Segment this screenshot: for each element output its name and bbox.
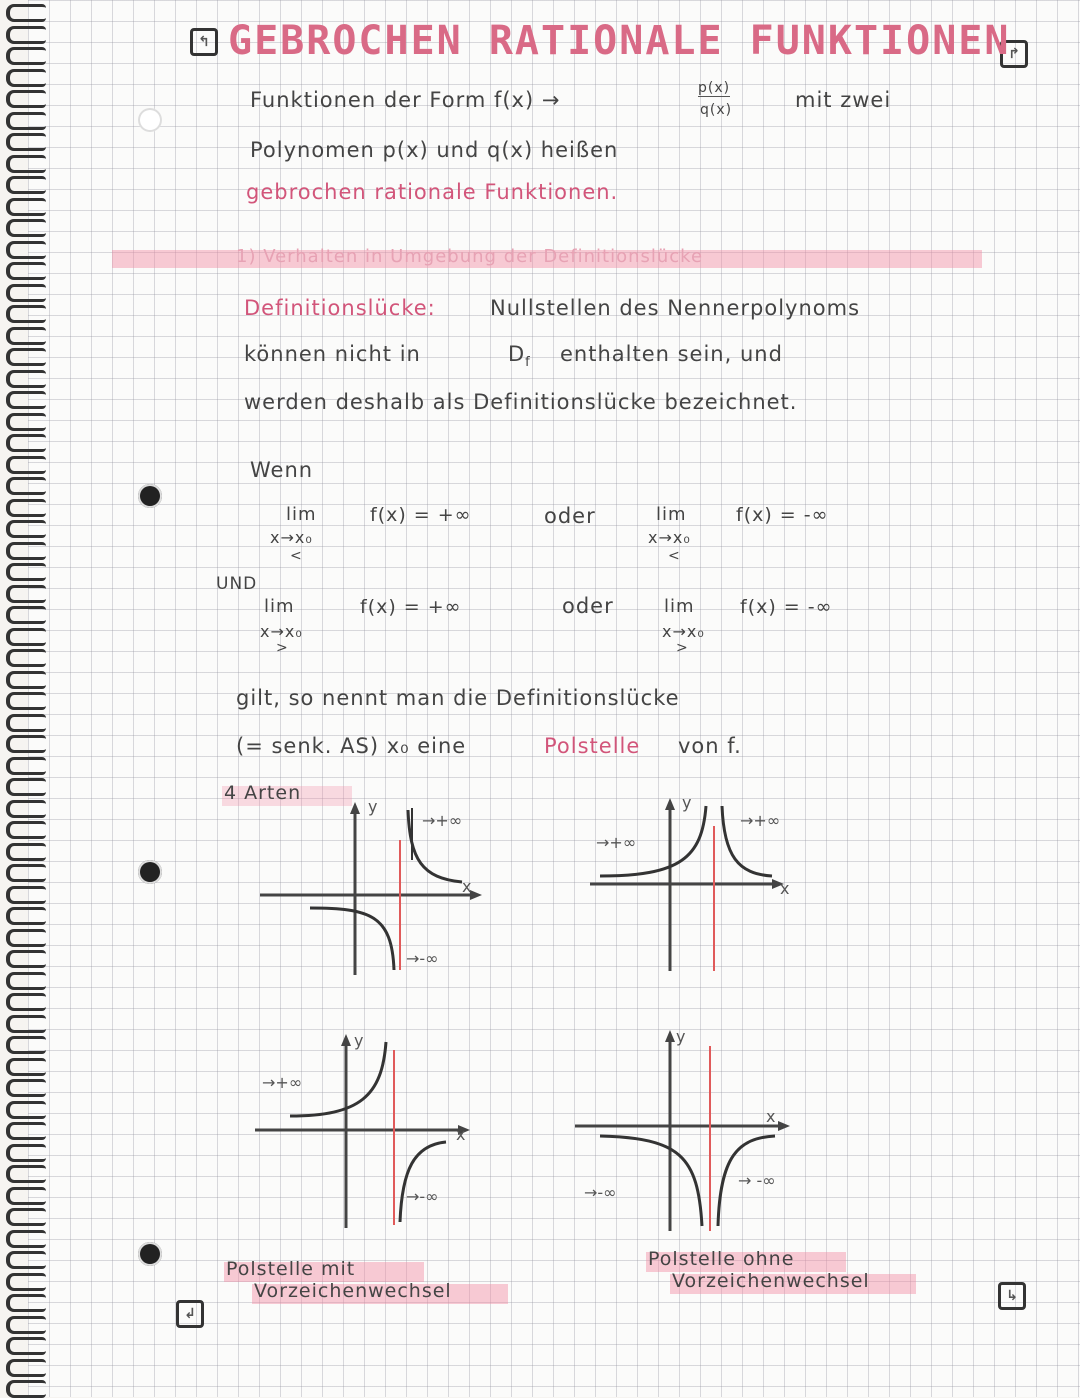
spiral-ring xyxy=(6,1273,46,1291)
und-label: UND xyxy=(216,574,258,594)
punch-hole xyxy=(138,1242,162,1266)
spiral-ring xyxy=(6,735,46,753)
spiral-ring xyxy=(6,800,46,818)
x-axis-arrow xyxy=(778,1121,790,1131)
spiral-ring xyxy=(6,133,46,151)
conclusion-line-1: gilt, so nennt man die Definitionslücke xyxy=(236,686,680,710)
lim-2-value: f(x) = -∞ xyxy=(736,504,829,526)
lim-2: lim xyxy=(656,504,687,525)
spiral-ring xyxy=(6,47,46,65)
label-plus-inf: →+∞ xyxy=(262,1073,303,1092)
spiral-ring xyxy=(6,563,46,581)
spiral-ring xyxy=(6,198,46,216)
domain-sub: f xyxy=(525,355,531,371)
curve-left xyxy=(310,908,394,970)
y-axis-arrow xyxy=(665,798,675,810)
label-right-inf: →+∞ xyxy=(740,811,781,830)
graph-3 xyxy=(250,1030,500,1230)
conclusion-line-2b: von f. xyxy=(678,734,742,758)
label-minus-inf: →-∞ xyxy=(406,1187,439,1206)
spiral-ring xyxy=(6,692,46,710)
caption-left-1: Polstelle mit xyxy=(226,1258,356,1280)
y-label: y xyxy=(676,1027,686,1046)
spiral-ring xyxy=(6,929,46,947)
lim-4-value: f(x) = -∞ xyxy=(740,596,833,618)
spiral-ring xyxy=(6,219,46,237)
lim-1-sub: x→x₀ xyxy=(270,528,313,547)
spiral-binding xyxy=(0,0,58,1397)
spiral-ring xyxy=(6,1079,46,1097)
lim-2-side: < xyxy=(668,548,681,564)
lim-1-value: f(x) = +∞ xyxy=(370,504,472,526)
spiral-ring xyxy=(6,391,46,409)
spiral-ring xyxy=(6,757,46,775)
spiral-ring xyxy=(6,993,46,1011)
spiral-ring xyxy=(6,1165,46,1183)
spiral-ring xyxy=(6,4,46,22)
spiral-ring xyxy=(6,778,46,796)
definition-line-2-tail: enthalten sein, und xyxy=(560,342,783,366)
spiral-ring xyxy=(6,112,46,130)
lim-2-sub: x→x₀ xyxy=(648,528,691,547)
y-axis-arrow xyxy=(341,1034,351,1046)
conclusion-line-2a: (= senk. AS) x₀ eine xyxy=(236,734,467,758)
lim-3-value: f(x) = +∞ xyxy=(360,596,462,618)
lim-1-side: < xyxy=(290,548,303,564)
fraction-denominator: q(x) xyxy=(700,102,733,118)
caption-right-2: Vorzeichenwechsel xyxy=(672,1270,870,1292)
spiral-ring xyxy=(6,520,46,538)
arten-label: 4 Arten xyxy=(224,782,302,804)
page-title: GEBROCHEN RATIONALE FUNKTIONEN xyxy=(228,18,1011,64)
spiral-ring xyxy=(6,1230,46,1248)
curve-left xyxy=(600,1136,702,1226)
oder-2: oder xyxy=(562,594,614,618)
y-label: y xyxy=(368,797,378,816)
lim-4: lim xyxy=(664,596,695,617)
polstelle-term: Polstelle xyxy=(544,734,641,758)
punch-hole xyxy=(138,484,162,508)
definition-line-1: Nullstellen des Nennerpolynoms xyxy=(490,296,861,320)
lim-3-sub: x→x₀ xyxy=(260,622,303,641)
spiral-ring xyxy=(6,714,46,732)
spiral-ring xyxy=(6,90,46,108)
definition-line-2: können nicht in xyxy=(244,342,421,366)
x-axis-arrow xyxy=(470,890,482,900)
y-axis-arrow xyxy=(665,1030,675,1042)
y-label: y xyxy=(354,1031,364,1050)
lim-3-side: > xyxy=(276,640,289,656)
caption-left-2: Vorzeichenwechsel xyxy=(254,1280,452,1302)
punch-hole xyxy=(138,108,162,132)
spiral-ring xyxy=(6,606,46,624)
label-left-inf: →-∞ xyxy=(584,1183,617,1202)
spiral-ring xyxy=(6,370,46,388)
definition-line-3: werden deshalb als Definitionslücke bezeichnet. xyxy=(244,390,798,414)
spiral-ring xyxy=(6,262,46,280)
x-label: x xyxy=(766,1107,776,1126)
spiral-ring xyxy=(6,907,46,925)
spiral-ring xyxy=(6,69,46,87)
spiral-ring xyxy=(6,1101,46,1119)
spiral-ring xyxy=(6,649,46,667)
spiral-ring xyxy=(6,176,46,194)
spiral-ring xyxy=(6,1187,46,1205)
spiral-ring xyxy=(6,585,46,603)
intro-line-2: Polynomen p(x) und q(x) heißen xyxy=(250,138,619,162)
fraction-numerator: p(x) xyxy=(698,80,731,96)
spiral-ring xyxy=(6,327,46,345)
y-axis-arrow xyxy=(350,802,360,814)
spiral-ring xyxy=(6,1316,46,1334)
label-left-inf: →+∞ xyxy=(596,833,637,852)
spiral-ring xyxy=(6,1122,46,1140)
intro-line-1: Funktionen der Form f(x) → xyxy=(250,88,561,112)
spiral-ring xyxy=(6,241,46,259)
spiral-ring xyxy=(6,542,46,560)
caption-right-1: Polstelle ohne xyxy=(648,1248,795,1270)
y-label: y xyxy=(682,793,692,812)
spiral-ring xyxy=(6,843,46,861)
spiral-ring xyxy=(6,821,46,839)
wenn-label: Wenn xyxy=(250,458,314,482)
spiral-ring xyxy=(6,1251,46,1269)
spiral-ring xyxy=(6,348,46,366)
lim-4-sub: x→x₀ xyxy=(662,622,705,641)
spiral-ring xyxy=(6,1294,46,1312)
spiral-ring xyxy=(6,864,46,882)
definition-label: Definitionslücke: xyxy=(244,296,436,320)
x-label: x xyxy=(780,879,790,898)
lim-1: lim xyxy=(286,504,317,525)
spiral-ring xyxy=(6,413,46,431)
curve-left xyxy=(290,1042,386,1116)
intro-line-1-tail: mit zwei xyxy=(795,88,892,112)
spiral-ring xyxy=(6,434,46,452)
curve-right xyxy=(400,1142,446,1222)
graph-4 xyxy=(570,1026,830,1236)
graph-1 xyxy=(250,797,500,980)
oder-1: oder xyxy=(544,504,596,528)
spiral-ring xyxy=(6,1337,46,1355)
spiral-ring xyxy=(6,1036,46,1054)
punch-hole xyxy=(138,860,162,884)
domain-d: D xyxy=(508,342,526,366)
x-label: x xyxy=(462,877,472,896)
x-label: x xyxy=(456,1125,466,1144)
spiral-ring xyxy=(6,305,46,323)
spiral-ring xyxy=(6,155,46,173)
spiral-ring xyxy=(6,1359,46,1377)
spiral-ring xyxy=(6,477,46,495)
spiral-ring xyxy=(6,972,46,990)
graph-2 xyxy=(590,793,840,976)
spiral-ring xyxy=(6,886,46,904)
spiral-ring xyxy=(6,671,46,689)
spiral-ring xyxy=(6,26,46,44)
label-minus-inf: →-∞ xyxy=(406,949,439,968)
label-plus-inf: →+∞ xyxy=(422,811,463,830)
spiral-ring xyxy=(6,284,46,302)
spiral-ring xyxy=(6,628,46,646)
spiral-ring xyxy=(6,456,46,474)
brand-logo-icon: ↱ xyxy=(1000,40,1028,68)
section-heading: 1) Verhalten in Umgebung der Definitionslücke xyxy=(236,246,704,267)
spiral-ring xyxy=(6,1380,46,1398)
intro-line-3: gebrochen rationale Funktionen. xyxy=(246,180,619,204)
brand-logo-icon: ↰ xyxy=(190,28,218,56)
spiral-ring xyxy=(6,1058,46,1076)
spiral-ring xyxy=(6,1208,46,1226)
spiral-ring xyxy=(6,1015,46,1033)
label-right-inf: → -∞ xyxy=(738,1171,776,1190)
spiral-ring xyxy=(6,950,46,968)
spiral-ring xyxy=(6,1144,46,1162)
brand-logo-icon: ↲ xyxy=(176,1300,204,1328)
lim-3: lim xyxy=(264,596,295,617)
spiral-ring xyxy=(6,499,46,517)
brand-logo-icon: ↳ xyxy=(998,1282,1026,1310)
lim-4-side: > xyxy=(676,640,689,656)
domain-symbol xyxy=(508,342,531,370)
